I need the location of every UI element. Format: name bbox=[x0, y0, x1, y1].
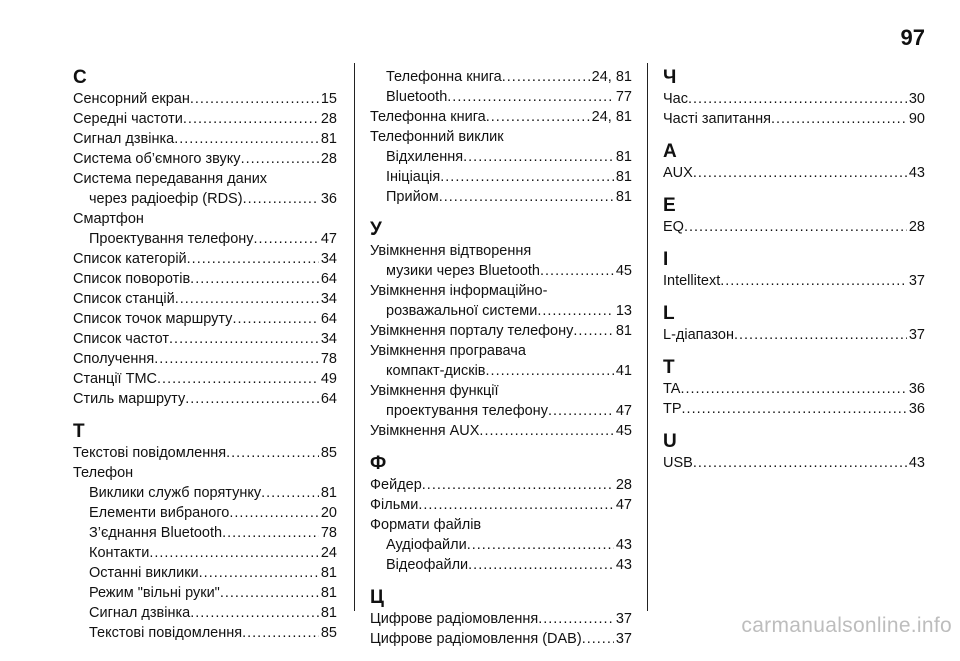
index-entry bbox=[370, 321, 632, 341]
entry-page-numbers: 81 bbox=[320, 131, 337, 147]
dot-leader bbox=[199, 563, 319, 583]
index-heading: Увімкнення функції bbox=[370, 383, 499, 399]
dot-leader bbox=[693, 453, 907, 473]
entry-page-numbers: 90 bbox=[908, 111, 925, 127]
section-letter: У bbox=[370, 219, 382, 240]
entry-page-numbers: 37 bbox=[908, 327, 925, 343]
entry-page-numbers: 24, 81 bbox=[591, 69, 632, 85]
section-letter: A bbox=[663, 141, 677, 162]
section-letter: Ф bbox=[370, 453, 387, 474]
index-entry bbox=[370, 555, 632, 575]
entry-text: Сенсорний екран bbox=[73, 91, 190, 107]
entry-page-numbers: 28 bbox=[320, 111, 337, 127]
entry-page-numbers: 85 bbox=[320, 625, 337, 641]
dot-leader bbox=[169, 329, 319, 349]
entry-text: Часті запитання bbox=[663, 111, 771, 127]
index-column-2 bbox=[370, 67, 632, 661]
entry-page-numbers: 85 bbox=[320, 445, 337, 461]
dot-leader bbox=[254, 229, 319, 249]
index-entry bbox=[73, 269, 337, 289]
dot-leader bbox=[537, 301, 614, 321]
entry-text: Цифрове радіомовлення (DAB) bbox=[370, 631, 582, 647]
dot-leader bbox=[418, 495, 614, 515]
dot-leader bbox=[226, 443, 319, 463]
entry-page-numbers: 15 bbox=[320, 91, 337, 107]
entry-text: Сигнал дзвінка bbox=[73, 131, 175, 147]
index-entry bbox=[73, 329, 337, 349]
entry-text: Сполучення bbox=[73, 351, 155, 367]
index-entry bbox=[73, 249, 337, 269]
dot-leader bbox=[734, 325, 907, 345]
index-entry bbox=[73, 129, 337, 149]
index-section bbox=[663, 357, 925, 419]
index-entry bbox=[370, 495, 632, 515]
index-entry bbox=[663, 271, 925, 291]
index-entry bbox=[663, 379, 925, 399]
dot-leader bbox=[261, 483, 319, 503]
dot-leader bbox=[771, 109, 907, 129]
dot-leader bbox=[149, 543, 319, 563]
entry-text: Час bbox=[663, 91, 688, 107]
entry-page-numbers: 81 bbox=[615, 189, 632, 205]
entry-text: Станції TMC bbox=[73, 371, 158, 387]
index-section bbox=[370, 219, 632, 441]
entry-text: Відеофайли bbox=[386, 557, 469, 573]
index-section bbox=[370, 587, 632, 649]
index-entry bbox=[73, 289, 337, 309]
dot-leader bbox=[440, 167, 614, 187]
dot-leader bbox=[174, 129, 319, 149]
dot-leader bbox=[232, 309, 318, 329]
entry-text: Сигнал дзвінка bbox=[89, 605, 191, 621]
dot-leader bbox=[190, 603, 319, 623]
entry-text: Текстові повідомлення bbox=[89, 625, 243, 641]
entry-page-numbers: 81 bbox=[320, 485, 337, 501]
index-entry bbox=[370, 167, 632, 187]
index-entry bbox=[73, 503, 337, 523]
dot-leader bbox=[242, 623, 319, 643]
section-letter: I bbox=[663, 249, 669, 270]
index-entry bbox=[370, 261, 632, 281]
dot-leader bbox=[538, 609, 614, 629]
index-entry bbox=[370, 107, 632, 127]
index-entry bbox=[663, 217, 925, 237]
index-entry bbox=[663, 325, 925, 345]
page-number: 97 bbox=[900, 25, 925, 50]
index-entry bbox=[370, 609, 632, 629]
entry-text: Фейдер bbox=[370, 477, 422, 493]
index-section bbox=[663, 195, 925, 237]
dot-leader bbox=[468, 555, 614, 575]
entry-page-numbers: 28 bbox=[320, 151, 337, 167]
dot-leader bbox=[175, 289, 319, 309]
entry-text: Список поворотів bbox=[73, 271, 191, 287]
entry-page-numbers: 49 bbox=[320, 371, 337, 387]
index-entry bbox=[73, 89, 337, 109]
dot-leader bbox=[154, 349, 319, 369]
entry-text: Текстові повідомлення bbox=[73, 445, 227, 461]
entry-page-numbers: 45 bbox=[615, 423, 632, 439]
dot-leader bbox=[422, 475, 614, 495]
index-heading: Формати файлів bbox=[370, 517, 482, 533]
entry-text: AUX bbox=[663, 165, 693, 181]
index-section bbox=[73, 421, 337, 643]
column-divider bbox=[354, 63, 355, 611]
dot-leader bbox=[582, 629, 614, 649]
index-entry bbox=[73, 389, 337, 409]
index-entry bbox=[370, 87, 632, 107]
dot-leader bbox=[243, 189, 319, 209]
index-entry bbox=[73, 443, 337, 463]
entry-page-numbers: 81 bbox=[320, 565, 337, 581]
entry-page-numbers: 20 bbox=[320, 505, 337, 521]
entry-text: Виклики служб порятунку bbox=[89, 485, 262, 501]
entry-text: Проектування телефону bbox=[89, 231, 254, 247]
index-entry bbox=[73, 189, 337, 209]
index-entry bbox=[370, 147, 632, 167]
section-letter: Т bbox=[73, 421, 85, 442]
dot-leader bbox=[157, 369, 319, 389]
index-section bbox=[663, 249, 925, 291]
index-section bbox=[663, 303, 925, 345]
entry-page-numbers: 81 bbox=[615, 169, 632, 185]
index-entry bbox=[73, 623, 337, 643]
dot-leader bbox=[183, 109, 319, 129]
index-heading: Увімкнення відтворення bbox=[370, 243, 532, 259]
entry-page-numbers: 43 bbox=[908, 455, 925, 471]
entry-page-numbers: 64 bbox=[320, 391, 337, 407]
entry-text: через радіоефір (RDS) bbox=[89, 191, 243, 207]
dot-leader bbox=[447, 87, 614, 107]
dot-leader bbox=[241, 149, 319, 169]
dot-leader bbox=[467, 535, 614, 555]
dot-leader bbox=[693, 163, 907, 183]
index-entry bbox=[370, 535, 632, 555]
index-entry bbox=[663, 453, 925, 473]
index-entry bbox=[73, 109, 337, 129]
index-entry bbox=[370, 301, 632, 321]
entry-page-numbers: 37 bbox=[908, 273, 925, 289]
entry-text: Контакти bbox=[89, 545, 150, 561]
entry-page-numbers: 78 bbox=[320, 525, 337, 541]
entry-page-numbers: 81 bbox=[615, 323, 632, 339]
index-entry bbox=[370, 629, 632, 649]
dot-leader bbox=[229, 503, 319, 523]
index-entry bbox=[73, 229, 337, 249]
entry-text: Список категорій bbox=[73, 251, 187, 267]
entry-text: Список точок маршруту bbox=[73, 311, 233, 327]
index-entry bbox=[73, 603, 337, 623]
index-entry bbox=[73, 523, 337, 543]
index-heading: Телефонний виклик bbox=[370, 129, 504, 145]
entry-page-numbers: 81 bbox=[615, 149, 632, 165]
entry-page-numbers: 37 bbox=[615, 611, 632, 627]
entry-page-numbers: 30 bbox=[908, 91, 925, 107]
entry-text: Список частот bbox=[73, 331, 170, 347]
dot-leader bbox=[688, 89, 907, 109]
index-entry bbox=[73, 369, 337, 389]
dot-leader bbox=[573, 321, 613, 341]
dot-leader bbox=[684, 217, 907, 237]
dot-leader bbox=[680, 379, 906, 399]
entry-text: Прийом bbox=[386, 189, 439, 205]
entry-page-numbers: 47 bbox=[615, 403, 632, 419]
index-entry bbox=[663, 399, 925, 419]
dot-leader bbox=[479, 421, 613, 441]
section-letter: T bbox=[663, 357, 675, 378]
entry-page-numbers: 36 bbox=[908, 381, 925, 397]
index-entry bbox=[73, 543, 337, 563]
entry-page-numbers: 81 bbox=[320, 585, 337, 601]
entry-page-numbers: 78 bbox=[320, 351, 337, 367]
index-entry bbox=[370, 401, 632, 421]
dot-leader bbox=[720, 271, 907, 291]
entry-text: Bluetooth bbox=[386, 89, 448, 105]
index-column-3 bbox=[663, 67, 925, 485]
entry-page-numbers: 36 bbox=[908, 401, 925, 417]
entry-text: Цифрове радіомовлення bbox=[370, 611, 539, 627]
index-entry bbox=[370, 421, 632, 441]
entry-page-numbers: 43 bbox=[615, 537, 632, 553]
dot-leader bbox=[439, 187, 614, 207]
entry-page-numbers: 28 bbox=[615, 477, 632, 493]
entry-text: L-діапазон bbox=[663, 327, 734, 343]
entry-text: Телефонна книга bbox=[386, 69, 502, 85]
index-section bbox=[663, 67, 925, 129]
entry-text: Ініціація bbox=[386, 169, 441, 185]
entry-text: музики через Bluetooth bbox=[386, 263, 540, 279]
entry-text: Аудіофайли bbox=[386, 537, 467, 553]
entry-page-numbers: 37 bbox=[615, 631, 632, 647]
section-letter: Ч bbox=[663, 67, 677, 88]
dot-leader bbox=[185, 389, 319, 409]
index-entry bbox=[663, 163, 925, 183]
entry-text: Увімкнення порталу телефону bbox=[370, 323, 574, 339]
entry-text: USB bbox=[663, 455, 693, 471]
dot-leader bbox=[190, 269, 319, 289]
entry-page-numbers: 34 bbox=[320, 331, 337, 347]
entry-page-numbers: 34 bbox=[320, 251, 337, 267]
dot-leader bbox=[502, 67, 590, 87]
index-heading: Увімкнення інформаційно- bbox=[370, 283, 548, 299]
index-section bbox=[663, 141, 925, 183]
index-heading: Телефон bbox=[73, 465, 134, 481]
entry-page-numbers: 81 bbox=[320, 605, 337, 621]
entry-page-numbers: 41 bbox=[615, 363, 632, 379]
entry-page-numbers: 24 bbox=[320, 545, 337, 561]
index-entry bbox=[73, 583, 337, 603]
watermark: carmanualsonline.info bbox=[741, 614, 952, 637]
column-divider bbox=[647, 63, 648, 611]
entry-text: Стиль маршруту bbox=[73, 391, 186, 407]
entry-text: EQ bbox=[663, 219, 684, 235]
entry-text: Елементи вибраного bbox=[89, 505, 230, 521]
index-section bbox=[370, 67, 632, 207]
index-entry bbox=[370, 475, 632, 495]
index-entry bbox=[370, 361, 632, 381]
entry-page-numbers: 34 bbox=[320, 291, 337, 307]
section-letter: С bbox=[73, 67, 87, 88]
entry-page-numbers: 43 bbox=[615, 557, 632, 573]
dot-leader bbox=[548, 401, 614, 421]
entry-text: Останні виклики bbox=[89, 565, 199, 581]
entry-text: TA bbox=[663, 381, 681, 397]
entry-text: Список станцій bbox=[73, 291, 175, 307]
dot-leader bbox=[190, 89, 319, 109]
entry-page-numbers: 13 bbox=[615, 303, 632, 319]
entry-text: Система об’ємного звуку bbox=[73, 151, 241, 167]
entry-text: Режим "вільні руки" bbox=[89, 585, 220, 601]
dot-leader bbox=[222, 523, 319, 543]
index-entry bbox=[370, 187, 632, 207]
index-heading: Смартфон bbox=[73, 211, 144, 227]
entry-text: Відхилення bbox=[386, 149, 464, 165]
dot-leader bbox=[486, 361, 614, 381]
index-heading: Система передавання даних bbox=[73, 171, 268, 187]
entry-text: Фільми bbox=[370, 497, 419, 513]
entry-text: Увімкнення AUX bbox=[370, 423, 480, 439]
dot-leader bbox=[463, 147, 614, 167]
index-section bbox=[663, 431, 925, 473]
entry-page-numbers: 43 bbox=[908, 165, 925, 181]
section-letter: U bbox=[663, 431, 677, 452]
index-section bbox=[370, 453, 632, 575]
index-entry bbox=[73, 563, 337, 583]
entry-page-numbers: 47 bbox=[615, 497, 632, 513]
section-letter: Ц bbox=[370, 587, 384, 608]
index-column-1 bbox=[73, 67, 337, 655]
dot-leader bbox=[486, 107, 590, 127]
entry-page-numbers: 77 bbox=[615, 89, 632, 105]
entry-text: З’єднання Bluetooth bbox=[89, 525, 223, 541]
index-entry bbox=[73, 483, 337, 503]
dot-leader bbox=[682, 399, 907, 419]
index-entry bbox=[370, 67, 632, 87]
entry-text: Середні частоти bbox=[73, 111, 183, 127]
index-section bbox=[73, 67, 337, 409]
entry-page-numbers: 24, 81 bbox=[591, 109, 632, 125]
entry-text: компакт-дисків bbox=[386, 363, 486, 379]
entry-text: TP bbox=[663, 401, 682, 417]
index-heading: Увімкнення програвача bbox=[370, 343, 526, 359]
entry-text: Intellitext bbox=[663, 273, 721, 289]
entry-page-numbers: 47 bbox=[320, 231, 337, 247]
entry-page-numbers: 45 bbox=[615, 263, 632, 279]
index-entry bbox=[663, 109, 925, 129]
entry-text: Телефонна книга bbox=[370, 109, 486, 125]
index-entry bbox=[73, 309, 337, 329]
dot-leader bbox=[220, 583, 319, 603]
index-entry bbox=[73, 349, 337, 369]
entry-text: розважальної системи bbox=[386, 303, 538, 319]
dot-leader bbox=[540, 261, 614, 281]
section-letter: L bbox=[663, 303, 675, 324]
section-letter: E bbox=[663, 195, 676, 216]
entry-text: проектування телефону bbox=[386, 403, 548, 419]
entry-page-numbers: 64 bbox=[320, 311, 337, 327]
dot-leader bbox=[187, 249, 319, 269]
entry-page-numbers: 28 bbox=[908, 219, 925, 235]
index-entry bbox=[663, 89, 925, 109]
index-entry bbox=[73, 149, 337, 169]
entry-page-numbers: 36 bbox=[320, 191, 337, 207]
entry-page-numbers: 64 bbox=[320, 271, 337, 287]
